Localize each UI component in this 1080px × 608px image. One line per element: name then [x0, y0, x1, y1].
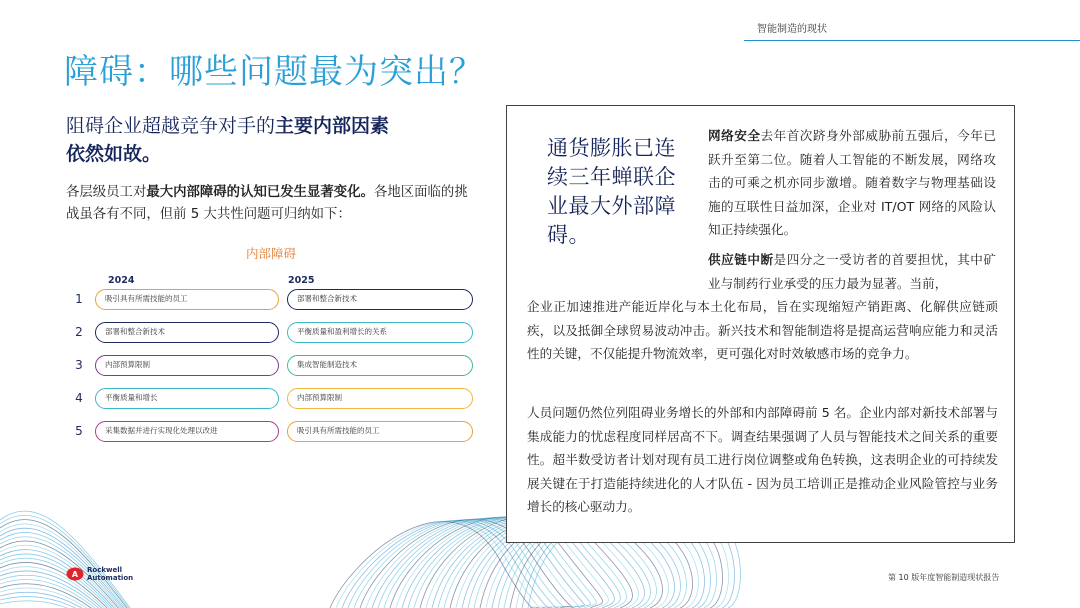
- supply-chain-lead: 供应链中断: [708, 252, 774, 267]
- rank-number: 2: [75, 325, 83, 339]
- barrier-pill-2025: 平衡质量和盈利增长的关系: [287, 322, 473, 343]
- barrier-pill-2025: 集成智能制造技术: [287, 355, 473, 376]
- intro-paragraph: [66, 182, 476, 226]
- logo-text: [87, 566, 133, 582]
- wave-line: [0, 520, 130, 608]
- rockwell-automation-logo: [66, 566, 133, 582]
- year-label-2024: 2024: [108, 275, 135, 286]
- footer-report-name: 第 10 版年度智能制造现状报告: [888, 573, 1000, 582]
- pull-quote: 通货膨胀已连续三年蝉联企业最大外部障碍。: [547, 136, 676, 247]
- subtitle-part3: 依然如故。: [66, 143, 162, 165]
- barrier-pill-2024: 部署和整合新技术: [95, 322, 279, 343]
- wave-line: [0, 515, 130, 608]
- wave-line: [0, 511, 130, 608]
- rank-number: 4: [75, 391, 83, 405]
- barrier-pill-2024: 采集数据并进行实现化处理以改进: [95, 421, 279, 442]
- section-label: 智能制造的现状: [757, 24, 827, 35]
- barrier-pill-2025: 部署和整合新技术: [287, 289, 473, 310]
- barrier-pill-2024: 吸引具有所需技能的员工: [95, 289, 279, 310]
- subtitle-part1: 阻碍企业超越竞争对手的: [66, 115, 276, 137]
- subtitle: [66, 112, 486, 168]
- wave-line: [0, 579, 130, 608]
- rank-number: 5: [75, 424, 83, 438]
- subtitle-part2: 主要内部因素: [275, 115, 390, 137]
- intro-part1: 各层级员工对: [66, 185, 147, 200]
- intro-part2: 最大内部障碍的认知已发生显著变化。: [146, 185, 374, 200]
- wave-line: [0, 584, 130, 608]
- wave-line: [0, 596, 130, 608]
- page-title: 障碍：哪些问题最为突出？: [64, 52, 484, 92]
- year-label-2025: 2025: [288, 275, 315, 286]
- barrier-pill-2025: 内部预算限制: [287, 388, 473, 409]
- logo-line-1: Rockwell: [87, 566, 123, 574]
- logo-line-2: Automation: [87, 574, 134, 582]
- rank-number: 1: [75, 292, 83, 306]
- wave-line: [0, 592, 130, 608]
- intro-part3: 各地区面临的挑战虽各有不同，但前 5 大共性问题可归纳如下：: [66, 185, 468, 222]
- cybersecurity-text: 去年首次跻身外部威胁前五强后，今年已跃升至第二位。随着人工智能的不断发展，网络攻击的可乘之机亦同步激增。随着数字与物理基础设施的互联性日益加深，企业对 IT/OT 网络的风险认知正持续强化。: [708, 128, 997, 237]
- header-rule: [744, 40, 1080, 41]
- barrier-pill-2025: 吸引具有所需技能的员工: [287, 421, 473, 442]
- cybersecurity-paragraph: [708, 124, 996, 242]
- diagram-title: 内部障碍: [245, 246, 296, 261]
- cybersecurity-lead: 网络安全: [708, 128, 761, 143]
- supply-chain-text: 是四分之一受访者的首要担忧，其中矿业与制药行业承受的压力最为显著。当前，: [708, 252, 997, 291]
- rank-number: 3: [75, 358, 83, 372]
- barrier-pill-2024: 内部预算限制: [95, 355, 279, 376]
- wave-line: [0, 588, 130, 608]
- people-paragraph: 人员问题仍然位列阻碍业务增长的外部和内部障碍前 5 名。企业内部对新技术部署与集成能力的忧虑程度同样居高不下。调查结果强调了人员与智能技术之间关系的重要性。超半数受访者计划对现有员工进行岗位调整或角色转换，这表明企业的可持续发展关键在于打造能持续进化的人才队伍 - 因为员工培训正是推动企业风险管控与业务增长的核心驱动力。: [527, 405, 998, 514]
- supply-chain-paragraph: [708, 248, 996, 295]
- wave-line: [0, 601, 130, 608]
- barrier-pill-2024: 平衡质量和增长: [95, 388, 279, 409]
- supply-chain-paragraph-continued: 企业正加速推进产能近岸化与本土化布局，旨在实现缩短产销距离、化解供应链顽疾，以及抵御全球贸易波动冲击。新兴技术和智能制造将是提高运营响应能力和灵活性的关键，不仅能提升物流效率，更可强化对时效敏感市场的竞争力。: [527, 299, 998, 361]
- rockwell-logo-icon: [66, 567, 84, 581]
- svg-text:A: A: [71, 570, 79, 579]
